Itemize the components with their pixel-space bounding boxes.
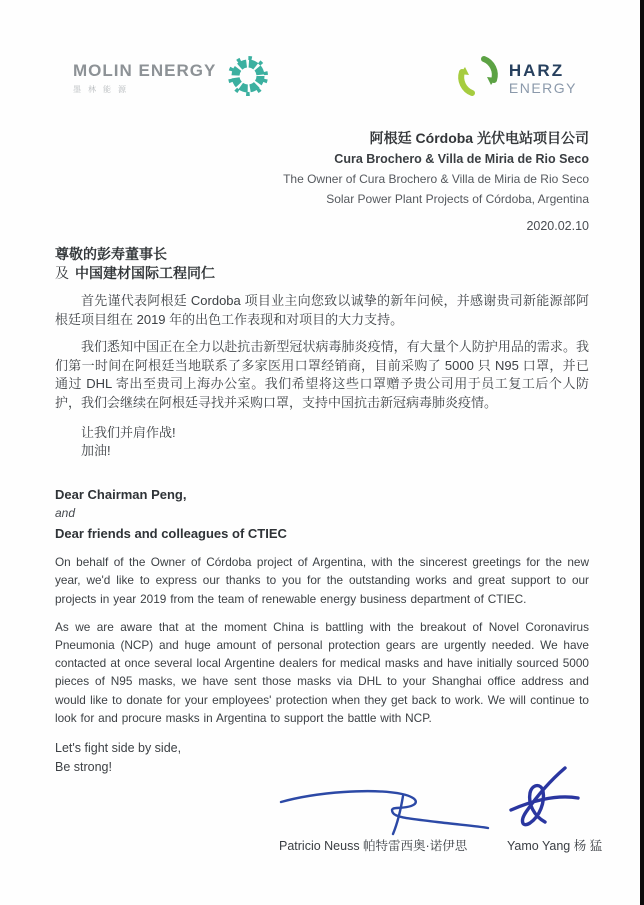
patricio-handwritten-signature <box>277 786 492 843</box>
company-owner-line: The Owner of Cura Brochero & Villa de Miria de Rio Seco <box>283 172 589 186</box>
salutation-and: and <box>55 506 76 521</box>
salutation-colleagues-en: Dear friends and colleagues of CTIEC <box>55 525 287 541</box>
chinese-closing-fight: 让我们并肩作战! <box>81 424 176 440</box>
chinese-closing-jiayou: 加油! <box>81 443 111 459</box>
letter-date: 2020.02.10 <box>526 219 589 233</box>
salutation-prefix: 及 <box>55 265 69 281</box>
harz-logo-wordmark: HARZ <box>508 60 565 80</box>
harz-energy-logo <box>456 54 577 103</box>
signer-name-yamo: Yamo Yang 杨 猛 <box>507 839 603 854</box>
chinese-paragraph-masks: 我们悉知中国正在全力以赴抗击新型冠状病毒肺炎疫情，有大量个人防护用品的需求。我们第一时间在阿根廷当地联系了多家医用口罩经销商，目前采购了 5000 只 N95 口罩，并已通过 DHL 寄出至贵司上海办公室。我们希望将这些口罩赠予贵公司用于员工复工后个人防护，我们会继续在阿根廷寻找并采购口罩，支持中国抗击新冠病毒肺炎疫情。 <box>55 339 589 410</box>
molin-logo-text <box>73 61 216 95</box>
harz-logo-text <box>509 62 577 95</box>
signer-name-patricio: Patricio Neuss 帕特雷西奥·诺伊思 <box>279 839 468 854</box>
company-project-line: Solar Power Plant Projects of Córdoba, Argentina <box>326 192 589 206</box>
salutation-company: 中国建材国际工程同仁 <box>75 265 215 281</box>
english-closing-fight: Let's fight side by side, <box>55 741 182 756</box>
signature-area <box>55 778 603 878</box>
letterhead-logos <box>73 0 577 106</box>
chinese-paragraph-greeting: 首先谨代表阿根廷 Cordoba 项目业主向您致以诚挚的新年问候，并感谢贵司新能源部阿根廷项目组在 2019 年的出色工作表现和对项目的大力支持。 <box>55 293 589 327</box>
company-name-sites: Cura Brochero & Villa de Miria de Rio Seco <box>334 152 589 166</box>
molin-gear-icon <box>224 52 272 105</box>
english-closing-strong: Be strong! <box>55 759 112 774</box>
yamo-handwritten-signature <box>493 762 581 847</box>
molin-logo-chinese-name: 墨林能源 <box>73 85 133 94</box>
molin-energy-logo <box>73 52 272 105</box>
harz-recycle-icon <box>456 54 500 103</box>
english-paragraph-masks: As we are aware that at the moment China is battling with the breakout of Novel Coronavirus Pneumonia (NCP) and huge amount of personal protection gears are urgently needed. We have contacted at once several local Argentine dealers for medical masks and have initially sourced 5000 pieces of N95 masks, we have sent those masks via DHL to your Shanghai office address and would like to donate for your employees' protection when they get back to work. We will continue to look for and procure masks in Argentina to support the battle with NCP. <box>55 619 589 725</box>
company-name-chinese: 阿根廷 Córdoba 光伏电站项目公司 <box>369 130 589 146</box>
salutation-chairman-en: Dear Chairman Peng, <box>55 486 187 502</box>
chinese-salutation <box>55 245 589 283</box>
salutation-chairman: 尊敬的彭寿董事长 <box>55 246 167 262</box>
letterhead-block <box>55 128 589 209</box>
screen-edge-strip <box>640 0 644 905</box>
molin-logo-wordmark: MOLIN ENERGY <box>73 61 217 80</box>
english-paragraph-greeting: On behalf of the Owner of Córdoba project of Argentina, with the sincerest greetings for the new year, we'd like to express our thanks to you for the outstanding works and great support to our projects in year 2019 from the team of renewable energy business department of CTIEC. <box>55 555 589 606</box>
harz-logo-wordmark-energy: ENERGY <box>508 79 577 96</box>
salutation-colleagues <box>55 264 589 283</box>
english-salutation <box>55 485 589 544</box>
